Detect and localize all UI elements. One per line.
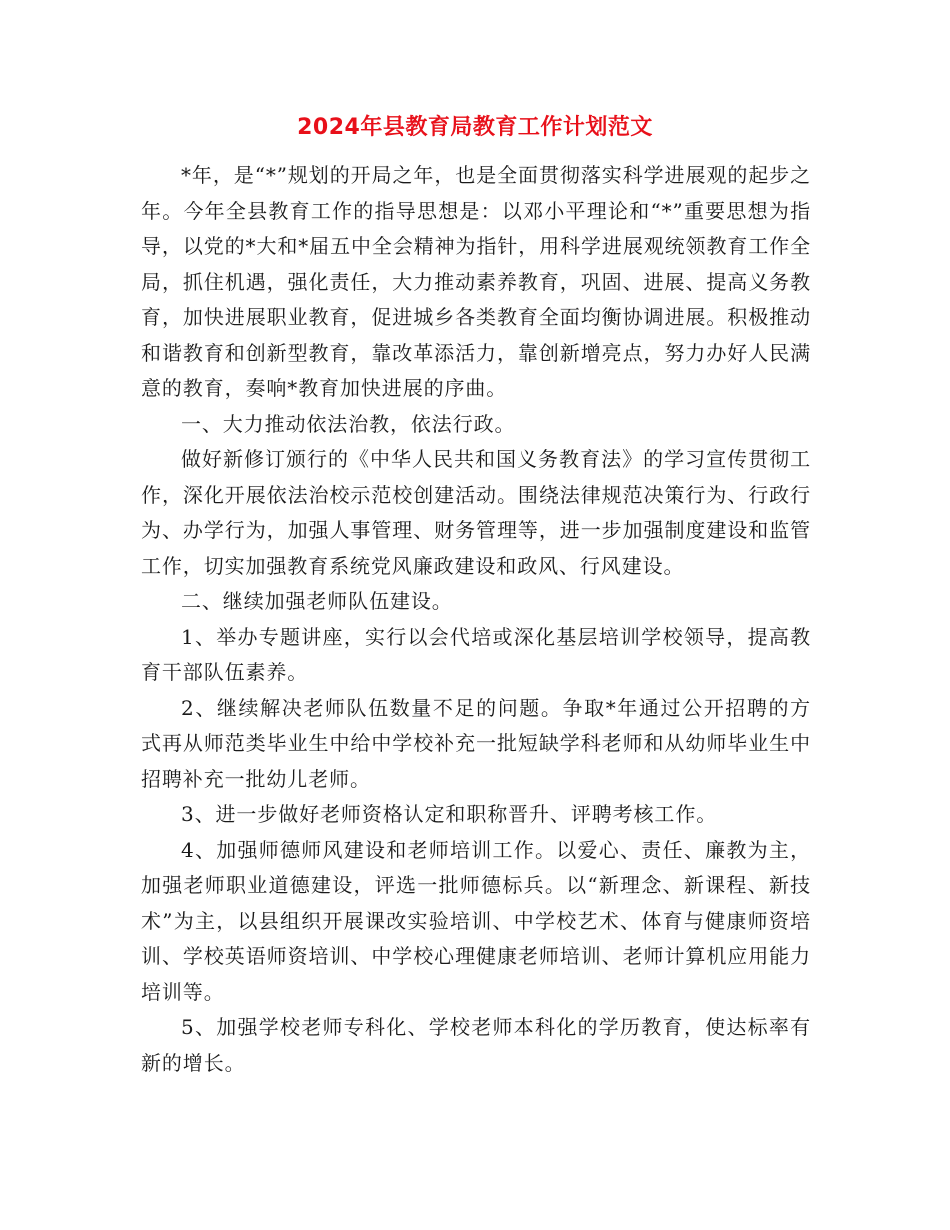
paragraph-section-1: 做好新修订颁行的《中华人民共和国义务教育法》的学习宣传贯彻工作，深化开展依法治校示范校创建活动。围绕法律规范决策行为、行政行为、办学行为，加强人事管理、财务管理等，进一步加强制度建设和监管工作，切实加强教育系统党风廉政建设和政风、行风建设。 [141,447,811,578]
list-item-1: 1、举办专题讲座，实行以会代培或深化基层培训学校领导，提高教育干部队伍素养。 [141,624,811,684]
list-item-3: 3、进一步做好老师资格认定和职称晋升、评聘考核工作。 [181,802,718,826]
list-item-5: 5、加强学校老师专科化、学校老师本科化的学历教育，使达标率有新的增长。 [141,1015,811,1075]
paragraph-intro: *年，是“*”规划的开局之年，也是全面贯彻落实科学进展观的起步之年。今年全县教育工作的指导思想是：以邓小平理论和“*”重要思想为指导，以党的*大和*届五中全会精神为指针，用科学进展观统领教育工作全局，抓住机遇，强化责任，大力推动素养教育，巩固、进展、提高义务教育，加快进展职业教育，促进城乡各类教育全面均衡协调进展。积极推动和谐教育和创新型教育，靠改革添活力，靠创新增亮点，努力办好人民满意的教育，奏响*教育加快进展的序曲。 [141,163,811,400]
section-heading-1: 一、大力推动依法治教，依法行政。 [181,411,516,436]
document-title: 2024年县教育局教育工作计划范文 [297,115,653,140]
document-body [141,158,811,1081]
section-heading-2: 二、继续加强老师队伍建设。 [181,589,453,613]
list-item-2: 2、继续解决老师队伍数量不足的问题。争取*年通过公开招聘的方式再从师范类毕业生中给中学校补充一批短缺学科老师和从幼师毕业生中招聘补充一批幼儿老师。 [141,695,811,791]
list-item-4: 4、加强师德师风建设和老师培训工作。以爱心、责任、廉教为主，加强老师职业道德建设，评选一批师德标兵。以“新理念、新课程、新技术”为主，以县组织开展课改实验培训、中学校艺术、体育与健康师资培训、学校英语师资培训、中学校心理健康老师培训、老师计算机应用能力培训等。 [141,837,811,1004]
